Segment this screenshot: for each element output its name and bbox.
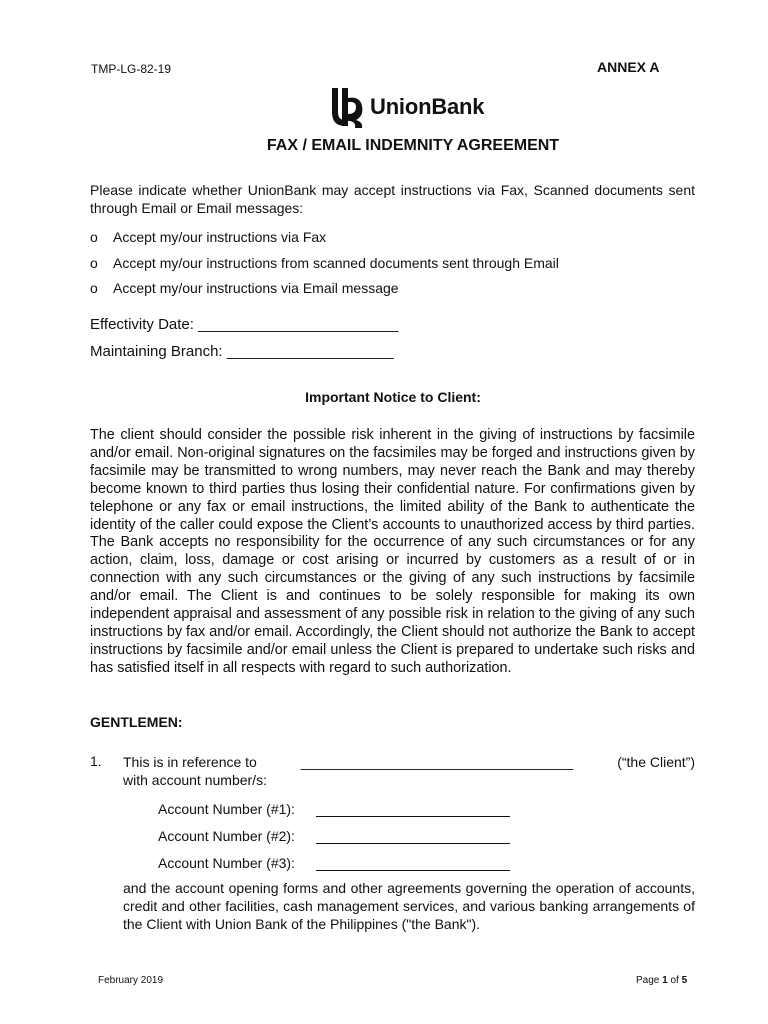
option-label: Accept my/our instructions via Email message (113, 280, 399, 296)
effectivity-date-field[interactable]: Effectivity Date: ________________________ (90, 316, 399, 333)
option-email-message[interactable] (90, 280, 399, 296)
reference-start: This is in reference to (123, 754, 257, 770)
account-number-3 (158, 855, 510, 871)
page-current: 1 (662, 975, 668, 986)
unionbank-logo (330, 86, 484, 128)
account-blank[interactable] (316, 828, 510, 844)
document-title: FAX / EMAIL INDEMNITY AGREEMENT (266, 137, 560, 154)
unionbank-logo-icon (330, 86, 366, 128)
option-bullet: o (90, 280, 98, 296)
account-blank[interactable] (316, 801, 510, 817)
account-number-1 (158, 801, 510, 817)
annex-label: ANNEX A (597, 59, 660, 75)
client-name-blank[interactable]: ___________________________________ (300, 754, 574, 770)
page-of: of (670, 975, 679, 986)
option-bullet: o (90, 255, 98, 271)
page-label: Page (636, 975, 660, 986)
option-scanned-email[interactable] (90, 255, 559, 271)
reference-line2: with account number/s: (123, 772, 267, 788)
option-label: Accept my/our instructions via Fax (113, 229, 327, 245)
notice-body: The client should consider the possible risk inherent in the giving of instructions by facsimile and/or email. Non-original signatures on the facsimiles may be forged and instructions given by facsimile may be transmitted to wrong numbers, may never reach the Bank and may thereby become known to third parties thus losing their confidential nature. For confirmations given by telephone or any fax or email instructions, the limited ability of the Bank to authenticate the identity of the caller could expose the Client’s accounts to unauthorized access by third parties. The Bank accepts no responsibility for the occurrence of any such circumstances or for any action, claim, loss, damage or cost arising or incurred by customers as a result of or in connection with any such circumstances or the giving of any such instructions by facsimile and/or email. The Client is and continues to be solely responsible for making its own independent appraisal and assessment of any possible risk in relation to the giving of any such instructions by fax and/or email. Accordingly, the Client should not authorize the Bank to accept instructions by facsimile and/or email unless the Client is prepared to undertake such risks and has satisfied itself in all respects with regard to such authorization. (90, 427, 695, 676)
page-indicator (636, 975, 687, 986)
account-blank[interactable] (316, 855, 510, 871)
option-fax[interactable] (90, 229, 326, 245)
notice-title: Important Notice to Client: (305, 389, 481, 405)
option-label: Accept my/our instructions from scanned documents sent through Email (113, 255, 559, 271)
account-label: Account Number (#1): (158, 801, 295, 817)
page-total: 5 (681, 975, 688, 986)
intro-text: Please indicate whether UnionBank may accept instructions via Fax, Scanned documents sent through Email or Email messages: (90, 182, 695, 216)
account-label: Account Number (#2): (158, 828, 295, 844)
brand-name: UnionBank (370, 94, 485, 119)
client-reference (123, 753, 695, 789)
reference-end: (“the Client”) (617, 754, 695, 770)
account-number-2 (158, 828, 510, 844)
maintaining-branch-field[interactable]: Maintaining Branch: ____________________ (90, 343, 394, 360)
salutation: GENTLEMEN: (90, 714, 183, 730)
footer-date: February 2019 (98, 975, 164, 986)
form-code: TMP-LG-82-19 (91, 62, 172, 76)
option-bullet: o (90, 229, 98, 245)
account-label: Account Number (#3): (158, 855, 295, 871)
closing-paragraph: and the account opening forms and other agreements governing the operation of accounts, credit and other facilities, cash management services, and various banking arrangements of the Client with Union Bank of the Philippines ("the Bank"). (123, 880, 695, 932)
item-number: 1. (90, 753, 102, 769)
